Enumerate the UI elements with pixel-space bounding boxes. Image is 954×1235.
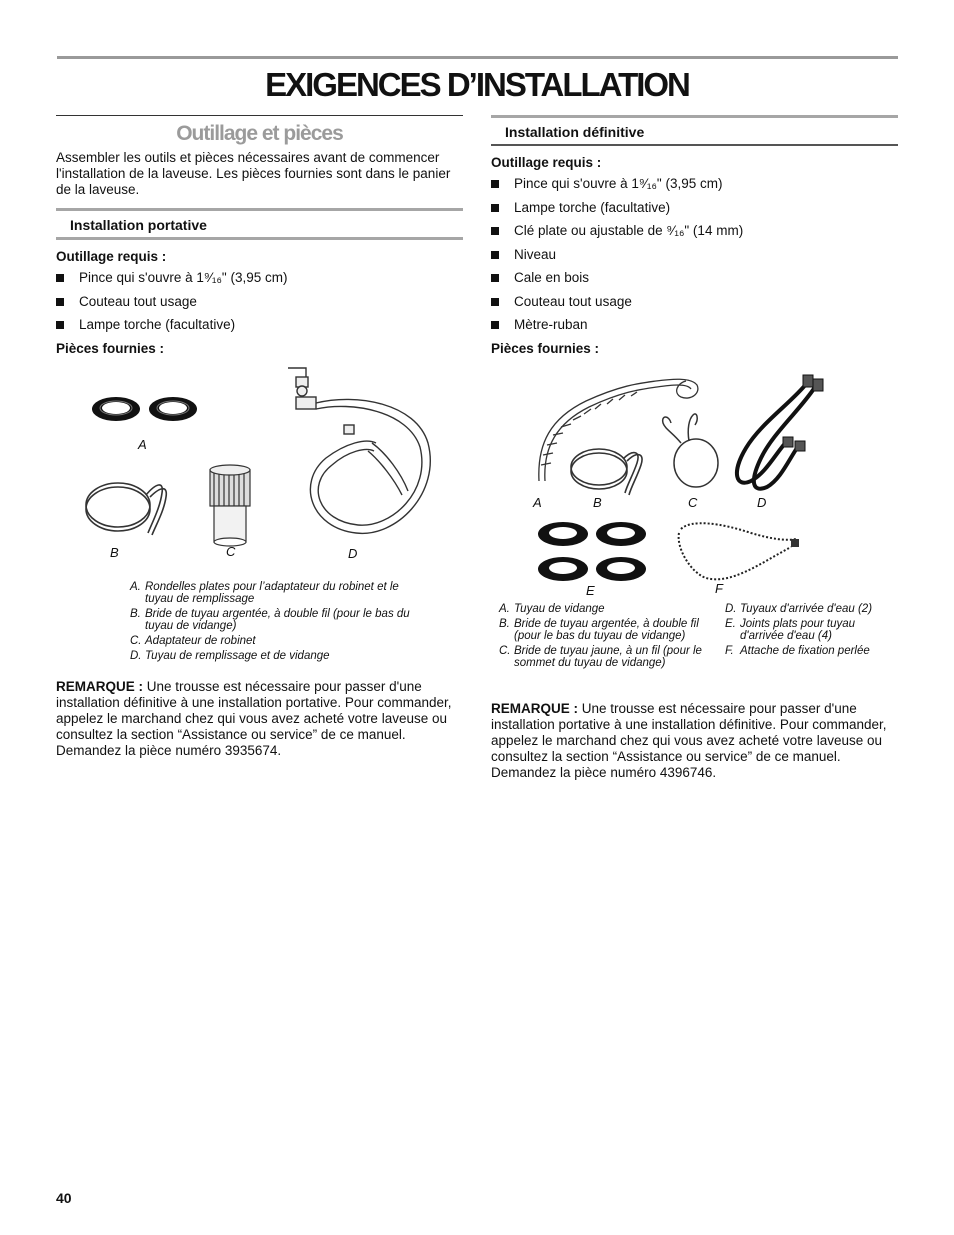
subsection-title-definitive: Installation définitive: [505, 124, 645, 140]
list-item: Pince qui s'ouvre à 1⁹⁄₁₆" (3,95 cm): [491, 176, 898, 200]
bullet-icon: [491, 227, 499, 235]
caption-item: D. Tuyaux d'arrivée d'eau (2): [725, 602, 873, 615]
inlet-hose-icon: [737, 383, 815, 489]
washer-icon: [538, 557, 588, 581]
list-item: Clé plate ou ajustable de ⁹⁄₁₆" (14 mm): [491, 223, 898, 247]
figure-label: A: [533, 494, 542, 510]
washer-icon: [92, 397, 140, 421]
bullet-icon: [491, 251, 499, 259]
bullet-icon: [56, 274, 64, 282]
top-rule: [57, 56, 898, 59]
left-column: [56, 115, 463, 759]
figure-label: E: [586, 582, 595, 598]
bullet-icon: [491, 180, 499, 188]
tools-list: [491, 176, 898, 341]
figure-label: B: [593, 494, 602, 510]
list-item: Pince qui s'ouvre à 1⁹⁄₁₆" (3,95 cm): [56, 270, 463, 294]
figure-label: D: [757, 494, 767, 510]
section-rule: [56, 115, 463, 116]
caption-item: C. Bride de tuyau jaune, à un fil (pour le sommet du tuyau de vidange): [499, 644, 702, 669]
figure-label: C: [688, 494, 698, 510]
caption-list-portative: [130, 581, 430, 662]
bullet-icon: [491, 204, 499, 212]
caption-item: B. Bride de tuyau argentée, à double fil (pour le bas du tuyau de vidange): [130, 607, 410, 632]
note-portative: REMARQUE : Une trousse est nécessaire pour passer d'une installation définitive à une installation portative. Pour commander, appelez le marchand chez qui vous avez acheté votre laveuse ou consultez la section “Assistance ou service” de ce manuel. Demandez la pièce numéro 3935674.: [56, 678, 452, 758]
note-definitive: REMARQUE : Une trousse est nécessaire pour passer d'une installation portative à une installation définitive. Pour commander, appelez le marchand chez qui vous avez acheté votre laveuse ou consultez la section “Assistance ou service” de ce manuel. Demandez la pièce numéro 4396746.: [491, 700, 887, 780]
bullet-icon: [56, 298, 64, 306]
list-item: Lampe torche (facultative): [491, 200, 898, 224]
intro-text: Assembler les outils et pièces nécessaires avant de commencer l'installation de la laveuse. Les pièces fournies sont dans le panier de la laveuse.: [56, 150, 451, 197]
clamp-icon: [86, 483, 166, 535]
parts-label: Pièces fournies :: [56, 340, 165, 356]
figure-label: B: [110, 544, 119, 560]
washer-icon: [596, 522, 646, 546]
list-item: Lampe torche (facultative): [56, 317, 463, 341]
beaded-strap-icon: [679, 523, 796, 579]
bullet-icon: [491, 298, 499, 306]
washer-icon: [596, 557, 646, 581]
tools-list: [56, 270, 463, 341]
parts-figure-portative: [56, 363, 463, 581]
figure-label: D: [348, 545, 358, 561]
caption-item: E. Joints plats pour tuyau d'arrivée d'eau (4): [725, 617, 856, 642]
bullet-icon: [491, 321, 499, 329]
caption-item: D. Tuyau de remplissage et de vidange: [130, 649, 330, 662]
list-item: Cale en bois: [491, 270, 898, 294]
subsection-title-portative: Installation portative: [70, 217, 207, 233]
parts-label: Pièces fournies :: [491, 340, 600, 356]
caption-item: A. Rondelles plates pour l’adaptateur du robinet et le tuyau de remplissage: [130, 580, 399, 605]
caption-list-definitive: [499, 603, 898, 701]
figure-label: F: [715, 580, 723, 596]
clamp-icon: [663, 413, 718, 486]
washer-icon: [538, 522, 588, 546]
parts-figure-definitive: [491, 363, 898, 603]
parts-illustration: [491, 363, 898, 603]
caption-item: F. Attache de fixation perlée: [725, 644, 870, 657]
caption-item: A. Tuyau de vidange: [499, 602, 605, 615]
list-item: Couteau tout usage: [56, 294, 463, 318]
list-item: Niveau: [491, 247, 898, 271]
clamp-icon: [571, 449, 642, 495]
caption-item: C. Adaptateur de robinet: [130, 634, 256, 647]
caption-item: B. Bride de tuyau argentée, à double fil (pour le bas du tuyau de vidange): [499, 617, 699, 642]
section-title: Outillage et pièces: [176, 122, 343, 145]
list-item: Couteau tout usage: [491, 294, 898, 318]
bullet-icon: [491, 274, 499, 282]
page-title: EXIGENCES D’INSTALLATION: [265, 66, 689, 103]
figure-label: C: [226, 543, 236, 559]
tools-label: Outillage requis :: [491, 155, 602, 170]
right-column: [491, 115, 898, 781]
tools-label: Outillage requis :: [56, 249, 167, 264]
page-number: 40: [56, 1190, 72, 1206]
washer-icon: [149, 397, 197, 421]
faucet-adapter-icon: [210, 465, 250, 546]
figure-label: A: [138, 436, 147, 452]
hose-icon: [288, 368, 430, 533]
list-item: Mètre-ruban: [491, 317, 898, 341]
bullet-icon: [56, 321, 64, 329]
